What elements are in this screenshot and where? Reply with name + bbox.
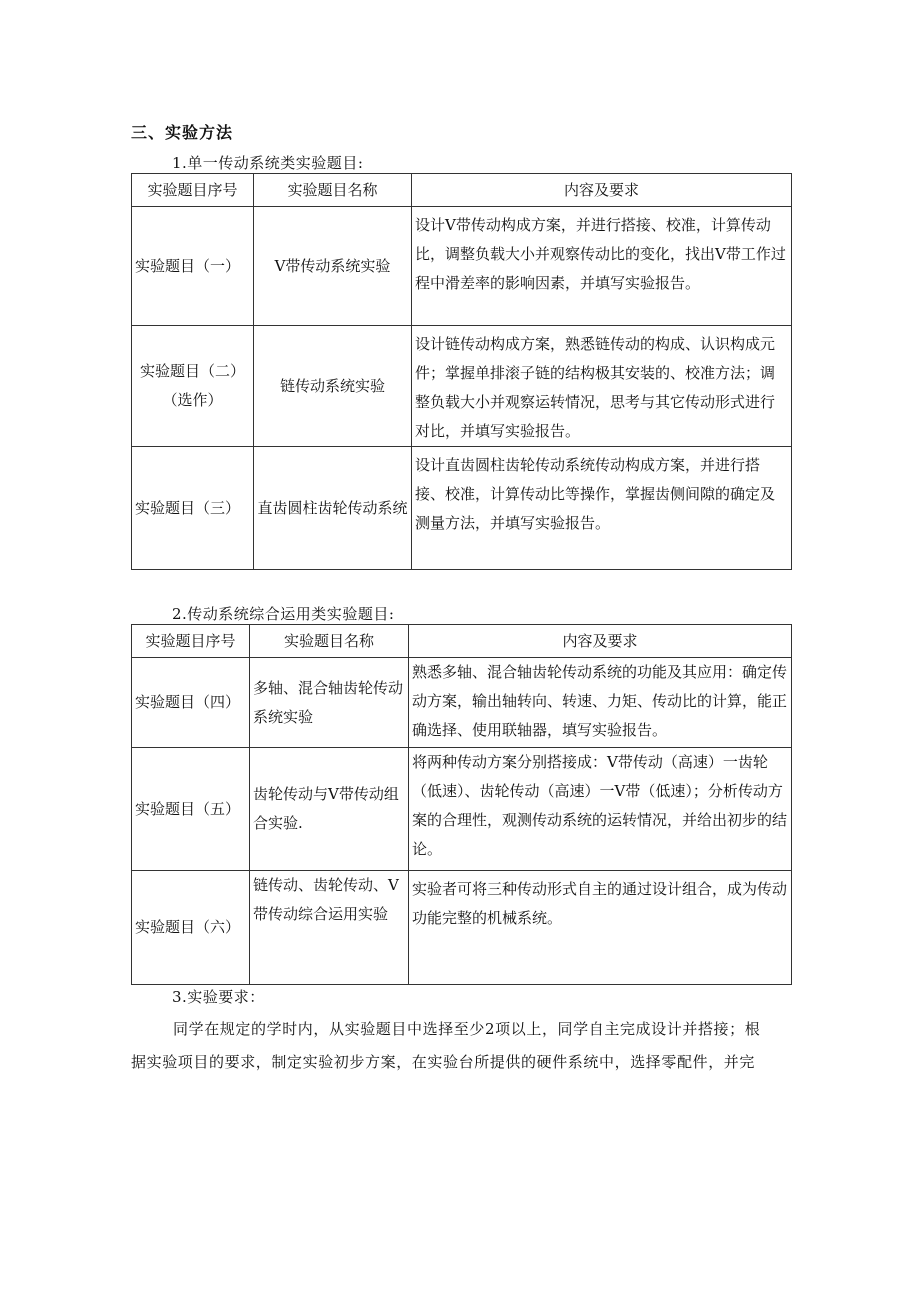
table-row (132, 447, 792, 570)
table2-header-name: 实验题目名称 (250, 625, 409, 658)
table2-caption: 2.传动系统综合运用类实验题目: (172, 605, 395, 623)
row-number-cell (132, 326, 254, 447)
section-title: 三、实验方法 (131, 123, 234, 142)
table1-header-name: 实验题目名称 (254, 174, 412, 207)
table2-header-row (132, 625, 792, 658)
table-row (132, 871, 792, 985)
row-description: 将两种传动方案分别搭接成：V带传动（高速）一齿轮（低速）、齿轮传动（高速）一V带（低速）；分析传动方案的合理性，观测传动系统的运转情况，并给出初步的结论。 (409, 748, 792, 871)
table2-header-no: 实验题目序号 (132, 625, 250, 658)
table1-caption: 1.单一传动系统类实验题目: (172, 154, 364, 172)
table2 (131, 624, 792, 985)
table-row (132, 326, 792, 447)
table-row (132, 748, 792, 871)
row-number: 实验题目（六） (132, 871, 250, 985)
row-description: 设计V带传动构成方案，并进行搭接、校准，计算传动比，调整负载大小并观察传动比的变化，找出V带工作过程中滑差率的影响因素，并填写实验报告。 (412, 207, 792, 326)
table2-header-desc: 内容及要求 (409, 625, 792, 658)
table1-header-row (132, 174, 792, 207)
table1-header-desc: 内容及要求 (412, 174, 792, 207)
requirements-caption: 3.实验要求： (172, 988, 265, 1006)
row-description: 设计链传动构成方案，熟悉链传动的构成、认识构成元件；掌握单排滚子链的结构极其安装的、校准方法；调整负载大小并观察运转情况，思考与其它传动形式进行对比，并填写实验报告。 (412, 326, 792, 447)
row-description: 熟悉多轴、混合轴齿轮传动系统的功能及其应用：确定传动方案，输出轴转向、转速、力矩、传动比的计算，能正确选择、使用联轴器，填写实验报告。 (409, 658, 792, 748)
row-description: 实验者可将三种传动形式自主的通过设计组合，成为传动功能完整的机械系统。 (409, 871, 792, 985)
row-name: 链传动系统实验 (254, 326, 412, 447)
row-name: 齿轮传动与V带传动组合实验. (250, 748, 409, 871)
row-name: 直齿圆柱齿轮传动系统 (254, 447, 412, 570)
requirements-paragraph: 同学在规定的学时内，从实验题目中选择至少2项以上，同学自主完成设计并搭接；根据实验项目的要求，制定实验初步方案，在实验台所提供的硬件系统中，选择零配件，并完 (131, 1020, 761, 1071)
row-number-note: （选作） (162, 391, 223, 409)
row-number: 实验题目（二） (139, 362, 245, 380)
table-row (132, 207, 792, 326)
row-number: 实验题目（三） (132, 447, 254, 570)
row-name: 链传动、齿轮传动、V带传动综合运用实验 (250, 871, 409, 985)
row-name: V带传动系统实验 (254, 207, 412, 326)
row-number: 实验题目（五） (132, 748, 250, 871)
row-description: 设计直齿圆柱齿轮传动系统传动构成方案，并进行搭接、校准，计算传动比等操作，掌握齿侧间隙的确定及测量方法，并填写实验报告。 (412, 447, 792, 570)
table1 (131, 173, 792, 570)
row-name: 多轴、混合轴齿轮传动系统实验 (250, 658, 409, 748)
table-row (132, 658, 792, 748)
row-number: 实验题目（四） (132, 658, 250, 748)
row-number: 实验题目（一） (132, 207, 254, 326)
table1-header-no: 实验题目序号 (132, 174, 254, 207)
